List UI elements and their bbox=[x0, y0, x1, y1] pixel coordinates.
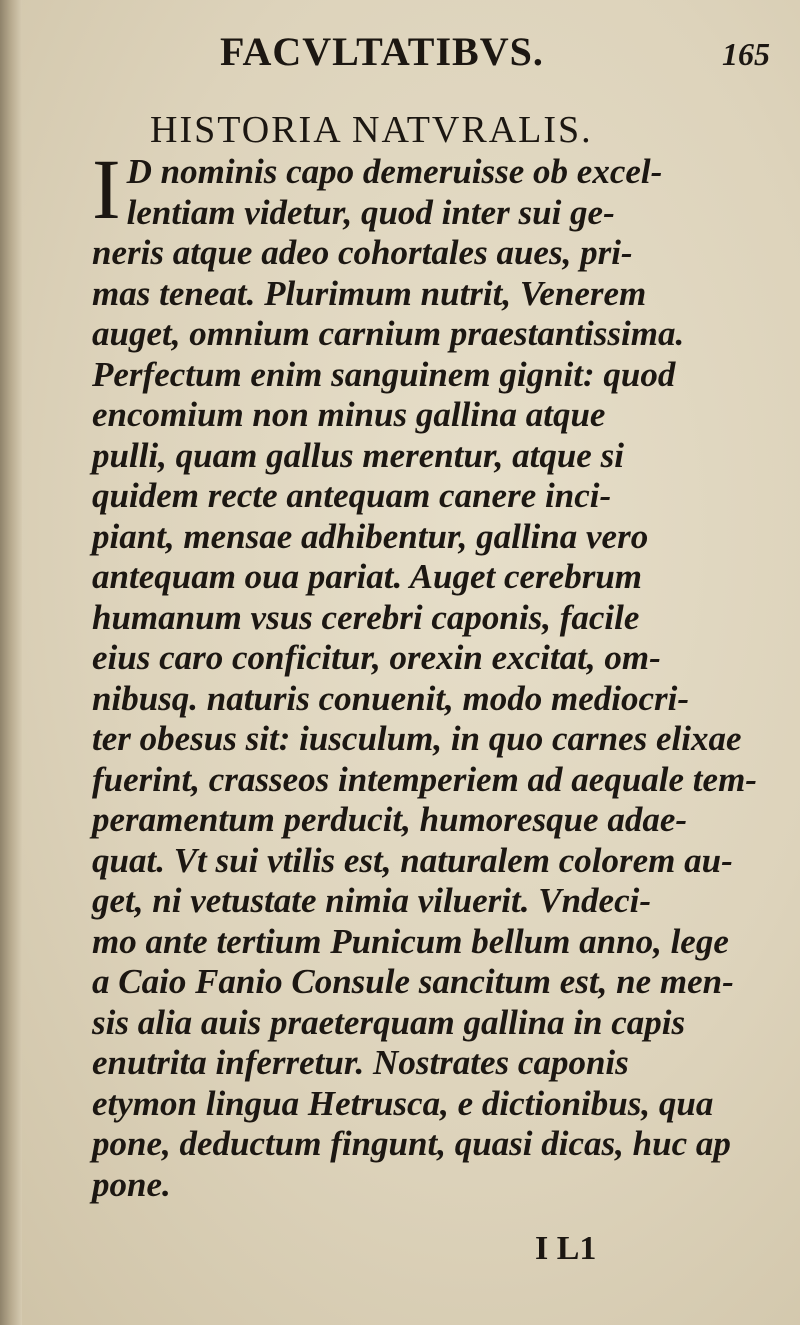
text-line: quat. Vt sui vtilis est, naturalem colorem au- bbox=[92, 840, 733, 880]
text-line: auget, omnium carnium praestantissima. bbox=[92, 314, 685, 353]
text-line: enutrita inferretur. Nostrates caponis bbox=[92, 1043, 629, 1082]
text-line: encomium non minus gallina atque bbox=[92, 395, 606, 434]
text-line: a Caio Fanio Consule sancitum est, ne men- bbox=[92, 962, 734, 1001]
text-line: peramentum perducit, humoresque adae- bbox=[92, 800, 688, 839]
body-text bbox=[92, 141, 757, 1205]
text-line: etymon lingua Hetrusca, e dictionibus, qua bbox=[92, 1083, 714, 1123]
text-line: piant, mensae adhibentur, gallina vero bbox=[92, 516, 649, 556]
text-line: Perfectum enim sanguinem gignit: quod bbox=[92, 354, 676, 394]
text-line: humanum vsus cerebri caponis, facile bbox=[92, 597, 640, 637]
text-line: D nominis capo demeruisse ob excel- bbox=[126, 152, 663, 191]
page-binding-edge bbox=[0, 0, 22, 1325]
text-line: get, ni vetustate nimia viluerit. Vndeci- bbox=[92, 881, 652, 920]
text-line: sis alia auis praeterquam gallina in capis bbox=[92, 1002, 686, 1042]
text-line: neris atque adeo cohortales aues, pri- bbox=[92, 233, 633, 272]
signature-mark: I L1 bbox=[535, 1230, 597, 1267]
running-title: FACVLTATIBVS. bbox=[220, 29, 544, 74]
text-line: mas teneat. Plurimum nutrit, Venerem bbox=[92, 273, 647, 313]
text-line: mo ante tertium Punicum bellum anno, lege bbox=[92, 921, 729, 961]
section-title: HISTORIA NATVRALIS. bbox=[150, 109, 593, 151]
running-head bbox=[150, 28, 770, 78]
page-number: 165 bbox=[722, 36, 770, 72]
drop-cap: I bbox=[92, 141, 121, 237]
text-line: pone, deductum fingunt, quasi dicas, huc ap bbox=[92, 1124, 731, 1163]
text-line: fuerint, crasseos intemperiem ad aequale tem- bbox=[92, 759, 757, 799]
text-line: eius caro conficitur, orexin excitat, om- bbox=[92, 638, 661, 677]
text-line: pulli, quam gallus merentur, atque si bbox=[92, 435, 624, 475]
text-line: pone. bbox=[92, 1164, 171, 1204]
text-line: antequam oua pariat. Auget cerebrum bbox=[92, 557, 643, 596]
text-line: ter obesus sit: iusculum, in quo carnes elixae bbox=[92, 719, 742, 758]
text-line: lentiam videtur, quod inter sui ge- bbox=[126, 192, 615, 232]
text-line: quidem recte antequam canere inci- bbox=[92, 476, 612, 515]
text-line: nibusq. naturis conuenit, modo mediocri- bbox=[92, 678, 690, 718]
